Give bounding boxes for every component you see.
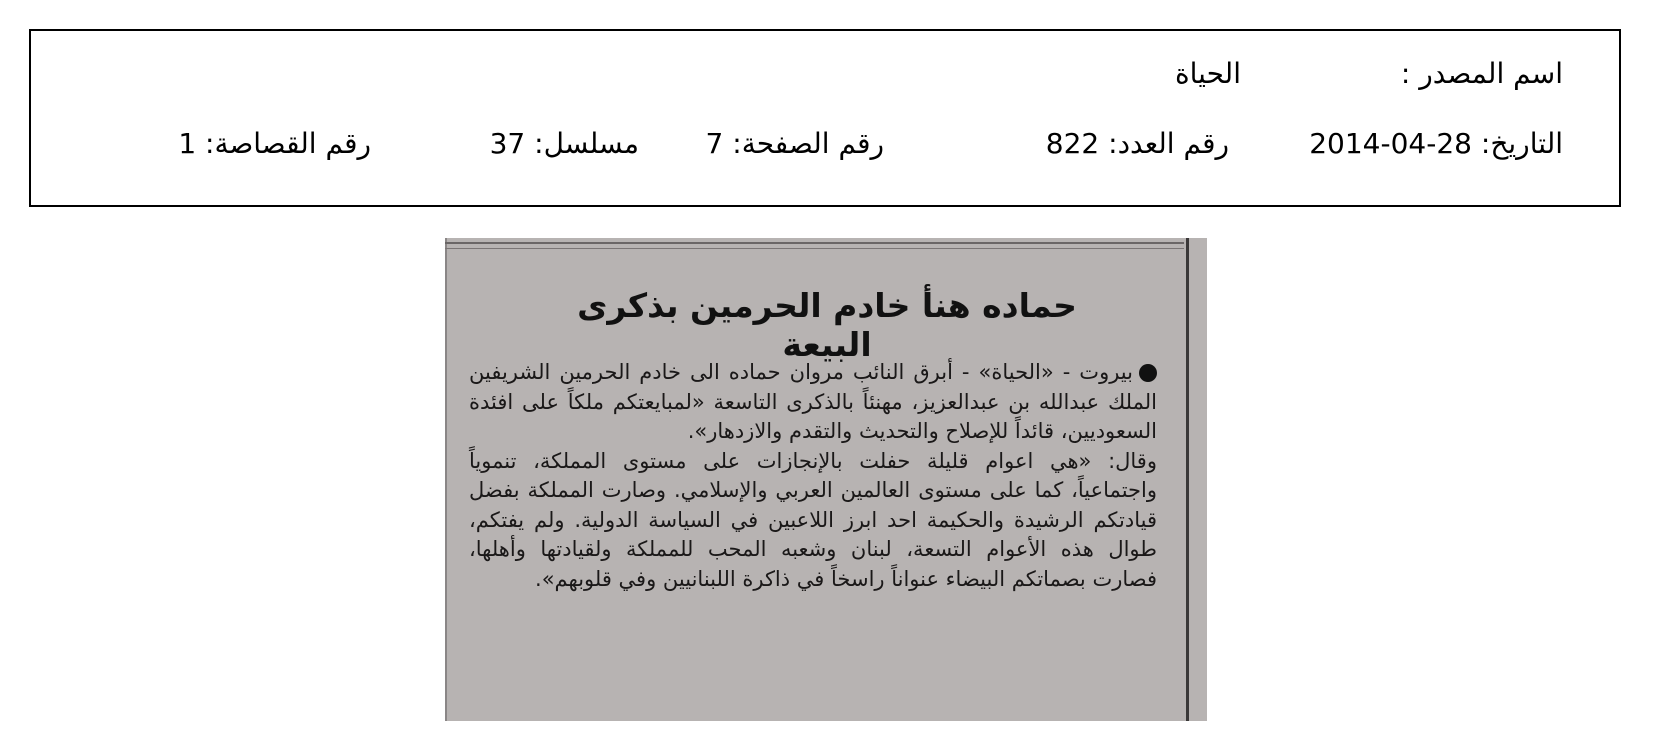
clip-left-edge (445, 238, 447, 721)
bullet-icon (1139, 364, 1157, 382)
column-divider-rule (1186, 238, 1189, 721)
metadata-box (29, 29, 1621, 207)
clip-number-field: رقم القصاصة: 1 (178, 127, 371, 160)
article-headline: حماده هنأ خادم الحرمين بذكرى البيعة (577, 286, 1077, 364)
article-paragraph-text: بيروت - «الحياة» - أبرق النائب مروان حماده الى خادم الحرمين الشريفين الملك عبدالله بن عبدالعزيز، مهنئاً بالذكرى التاسعة «لمبايعتكم ملكاً على افئدة السعوديين، قائداً للإصلاح والتحديث والتقدم والازدهار». (469, 360, 1157, 443)
page-number-field: رقم الصفحة: 7 (705, 127, 884, 160)
clip-top-rule (445, 242, 1184, 244)
clip-top-rule-secondary (445, 248, 1184, 249)
source-label: اسم المصدر : (1400, 57, 1563, 90)
article-paragraph (469, 358, 1157, 447)
article-body (469, 358, 1157, 594)
article-paragraph: وقال: «هي اعوام قليلة حفلت بالإنجازات على مستوى المملكة، تنموياً واجتماعياً، كما على مستوى العالمين العربي والإسلامي. وصارت المملكة بفضل قيادتكم الرشيدة والحكيمة احد ابرز اللاعبين في السياسة الدولية. ولم يفتكم، طوال هذه الأعوام التسعة، لبنان وشعبه المحب للمملكة ولقيادتها وأهلها، فصارت بصماتكم البيضاء عنواناً راسخاً في ذاكرة اللبنانيين وفي قلوبهم». (469, 448, 1157, 591)
date-field: التاريخ: 28-04-2014 (1309, 127, 1563, 160)
issue-number-field: رقم العدد: 822 (1045, 127, 1229, 160)
source-value: الحياة (1174, 57, 1241, 90)
serial-field: مسلسل: 37 (489, 127, 639, 160)
newspaper-clipping (445, 238, 1207, 721)
